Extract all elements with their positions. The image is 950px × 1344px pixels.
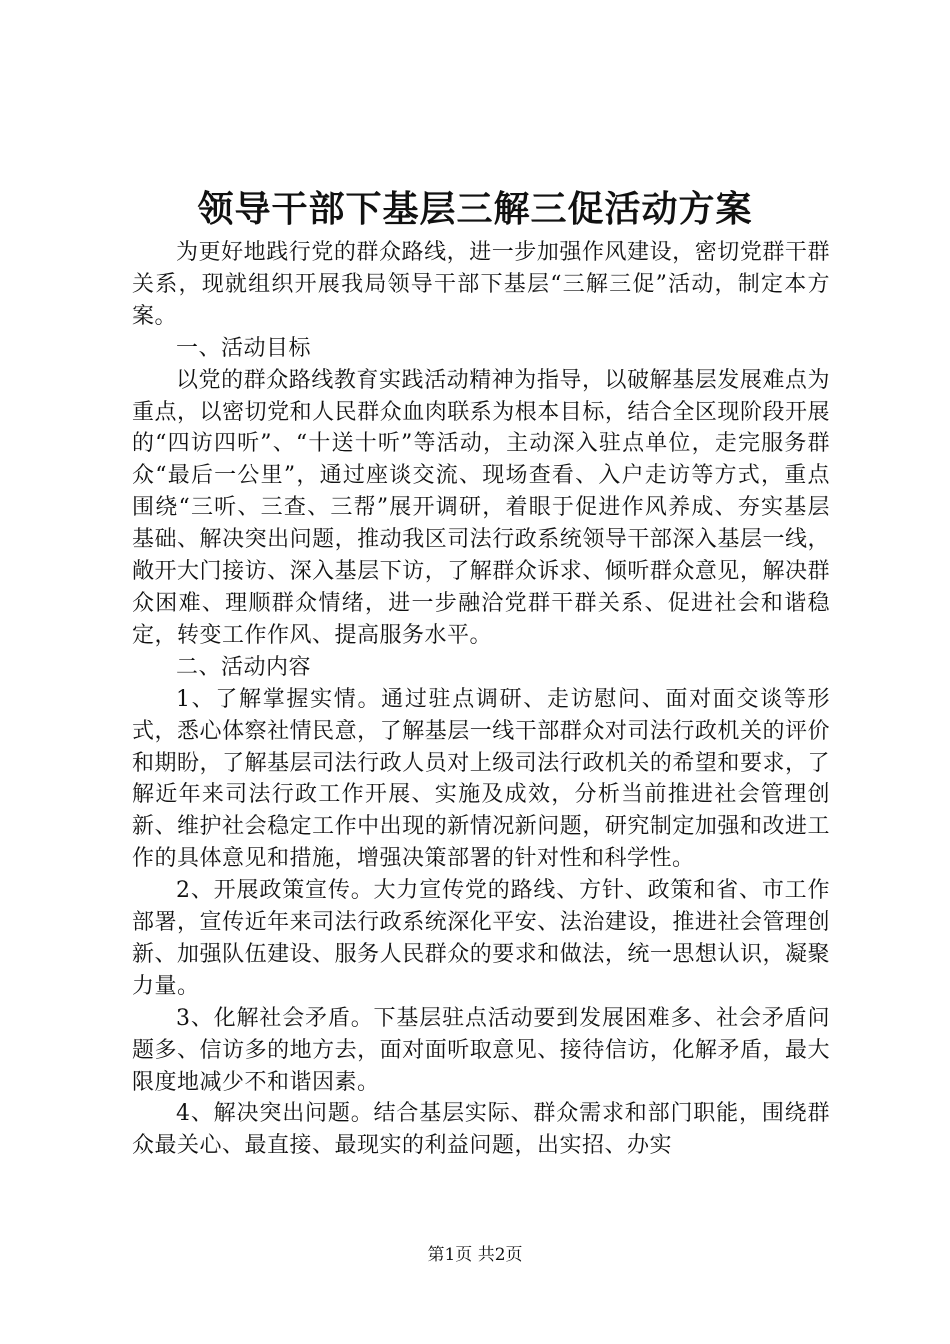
paragraph-intro: 为更好地践行党的群众路线，进一步加强作风建设，密切党群干群关系，现就组织开展我局领导干部下基层“三解三促”活动，制定本方案。 <box>132 240 830 329</box>
paragraph-item-2: 2、开展政策宣传。大力宣传党的路线、方针、政策和省、市工作部署，宣传近年来司法行政系统深化平安、法治建设，推进社会管理创新、加强队伍建设、服务人民群众的要求和做法，统一思想认识，凝聚力量。 <box>132 878 830 999</box>
heading-activity-content: 二、活动内容 <box>176 654 312 680</box>
page-number-footer: 第1页 共2页 <box>427 1245 523 1265</box>
paragraph-item-3: 3、化解社会矛盾。下基层驻点活动要到发展困难多、社会矛盾问题多、信访多的地方去，面对面听取意见、接待信访，化解矛盾，最大限度地减少不和谐因素。 <box>132 1005 830 1095</box>
paragraph-item-1: 1、了解掌握实情。通过驻点调研、走访慰问、面对面交谈等形式，悉心体察社情民意，了解基层一线干部群众对司法行政机关的评价和期盼，了解基层司法行政人员对上级司法行政机关的希望和要求，了解近年来司法行政工作开展、实施及成效，分析当前推进社会管理创新、维护社会稳定工作中出现的新情况新问题，研究制定加强和改进工作的具体意见和措施，增强决策部署的针对性和科学性。 <box>132 686 830 872</box>
document-body <box>132 237 830 1162</box>
heading-activity-goal: 一、活动目标 <box>176 335 312 361</box>
paragraph-activity-goal: 以党的群众路线教育实践活动精神为指导，以破解基层发展难点为重点，以密切党和人民群众血肉联系为根本目标，结合全区现阶段开展的“四访四听”、“十送十听”等活动，主动深入驻点单位，走完服务群众“最后一公里”，通过座谈交流、现场查看、入户走访等方式，重点围绕“三听、三查、三帮”展开调研，着眼于促进作风养成、夯实基层基础、解决突出问题，推动我区司法行政系统领导干部深入基层一线，敞开大门接访、深入基层下访，了解群众诉求、倾听群众意见，解决群众困难、理顺群众情绪，进一步融洽党群干群关系、促进社会和谐稳定，转变工作作风、提高服务水平。 <box>132 367 830 648</box>
paragraph-item-4: 4、解决突出问题。结合基层实际、群众需求和部门职能，围绕群众最关心、最直接、最现实的利益问题，出实招、办实 <box>132 1101 830 1159</box>
document-title: 领导干部下基层三解三促活动方案 <box>197 188 753 230</box>
